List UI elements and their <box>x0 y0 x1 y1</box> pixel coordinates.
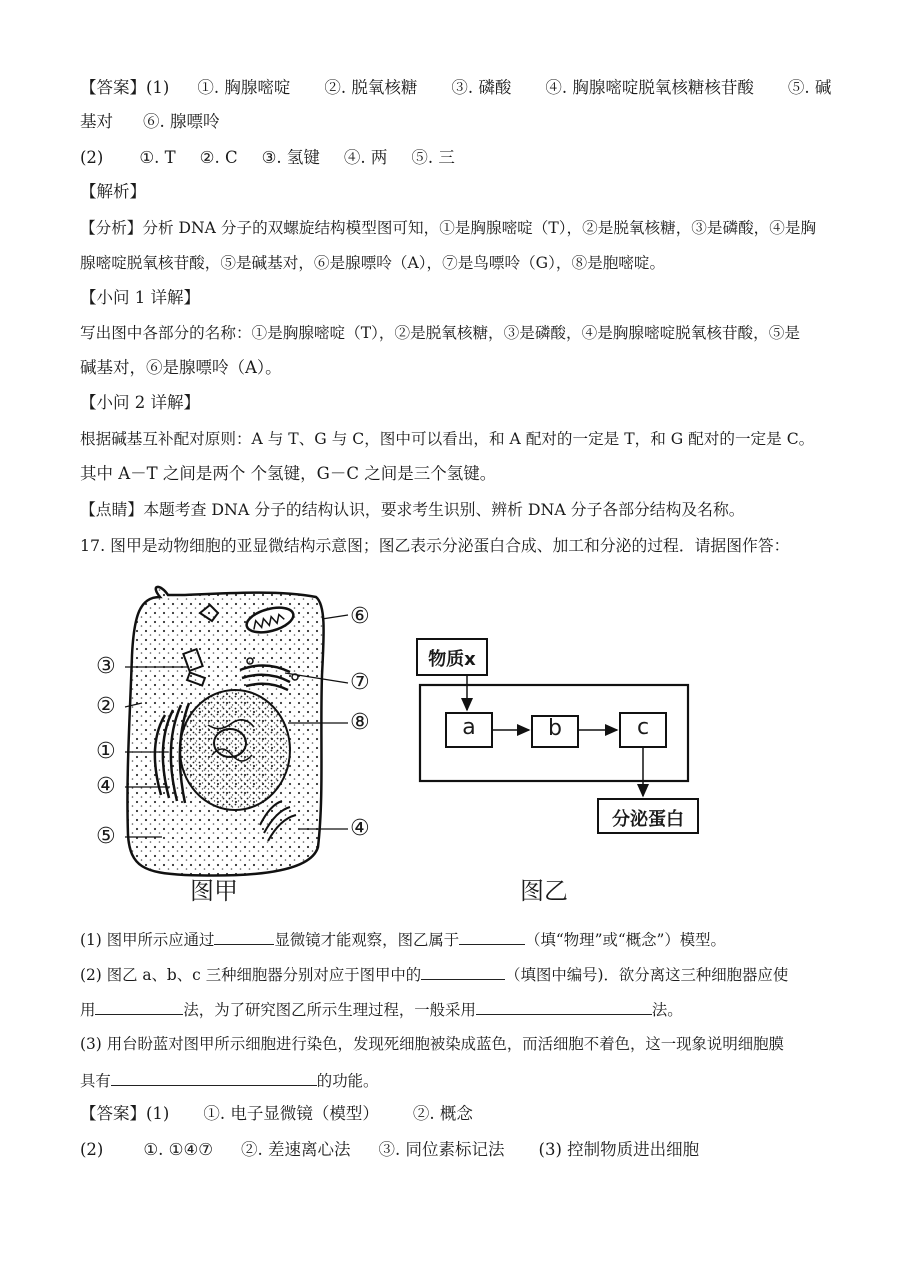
analysis-heading: 【解析】 <box>80 182 146 201</box>
question-text: 法，为了研究图乙所示生理过程，一般采用 <box>183 1001 476 1019</box>
explanation-text: 根据碱基互补配对原则：A 与 T、G 与 C，图中可以看出，和 A 配对的一定是 T，和 G 配对的一定是 C。 <box>80 430 815 448</box>
answer-item: (3) 控制物质进出细胞 <box>538 1140 700 1159</box>
label-7: ⑦ <box>350 670 370 695</box>
secretion-flow-diagram <box>90 575 810 905</box>
question-text: (2) 图乙 a、b、c 三种细胞器分别对应于图甲中的 <box>80 966 422 984</box>
answer-item: 基对 <box>80 112 113 131</box>
answer-item: ③. 氢键 <box>261 148 320 167</box>
answer-blank[interactable] <box>95 996 183 1015</box>
analysis-text: 【分析】分析 DNA 分子的双螺旋结构模型图可知，①是胸腺嘧啶（T），②是脱氧核糖，③是磷酸，④是胸 <box>80 219 817 237</box>
answer-item: ①. T <box>139 148 176 167</box>
answer-item: ②. 脱氧核糖 <box>324 78 418 97</box>
question-tag: (2) <box>80 1140 104 1159</box>
question-text: (1) 图甲所示应通过 <box>80 931 215 949</box>
answer-item: ①. 电子显微镜（模型） <box>203 1104 379 1123</box>
label-5: ⑤ <box>96 824 116 849</box>
explanation-text: 碱基对，⑥是腺嘌呤（A）。 <box>80 358 282 377</box>
label-6: ⑥ <box>350 604 370 629</box>
answer-item: ⑤. 碱 <box>787 78 832 97</box>
question-text: 具有 <box>80 1072 111 1090</box>
label-4b: ④ <box>350 816 370 841</box>
subquestion-1 <box>80 926 825 952</box>
question-text: 用 <box>80 1001 96 1019</box>
explanation-text: 写出图中各部分的名称：①是胸腺嘧啶（T），②是脱氧核糖，③是磷酸，④是胸腺嘧啶脱氧核苷酸，⑤是 <box>80 324 800 342</box>
answer-blank[interactable] <box>421 961 505 980</box>
explanation-text: 其中 A－T 之间是两个 个氢键，G－C 之间是三个氢键。 <box>80 464 497 483</box>
question-stem: 17. 图甲是动物细胞的亚显微结构示意图；图乙表示分泌蛋白合成、加工和分泌的过程．请据图作答： <box>80 536 790 555</box>
answer-blank[interactable] <box>214 926 274 945</box>
organelle-a-box: a <box>462 715 476 740</box>
label-1: ① <box>96 739 116 764</box>
answer-item: ②. 概念 <box>412 1104 473 1123</box>
q17-answer-line-2 <box>80 1138 825 1162</box>
organelle-b-box: b <box>548 716 562 741</box>
answer-blank[interactable] <box>459 926 525 945</box>
answer-blank[interactable] <box>476 996 652 1015</box>
answer-blank[interactable] <box>111 1067 317 1086</box>
answer-item: ②. 差速离心法 <box>241 1140 351 1159</box>
question-text: 显微镜才能观察，图乙属于 <box>274 931 460 949</box>
answer-item: ②. C <box>199 148 238 167</box>
subquestion-2 <box>80 961 825 987</box>
question-tag: (2) <box>80 148 104 167</box>
analysis-text: 腺嘧啶脱氧核苷酸，⑤是碱基对，⑥是腺嘌呤（A），⑦是鸟嘌呤（G），⑧是胞嘧啶。 <box>80 254 666 272</box>
figure-b-caption: 图乙 <box>520 877 568 905</box>
answer-item: ④. 胸腺嘧啶脱氧核糖核苷酸 <box>545 78 754 97</box>
subquestion-3: (3) 用台盼蓝对图甲所示细胞进行染色，发现死细胞被染成蓝色，而活细胞不着色，这一现象说明细胞膜 <box>80 1035 784 1053</box>
question-text: （填“物理”或“概念”）模型。 <box>525 931 726 949</box>
subquestion-2-cont <box>80 996 825 1022</box>
subquestion-heading: 【小问 2 详解】 <box>80 393 200 412</box>
answer-tag: 【答案】(1) <box>80 1104 170 1123</box>
organelle-c-box: c <box>636 715 650 740</box>
subquestion-heading: 【小问 1 详解】 <box>80 288 200 307</box>
answer-line-1 <box>80 76 832 100</box>
comment-text: 【点睛】本题考查 DNA 分子的结构认识，要求考生识别、辨析 DNA 分子各部分结构及名称。 <box>80 500 745 519</box>
answer-item: ①. 胸腺嘧啶 <box>197 78 291 97</box>
answer-item: ①. ①④⑦ <box>143 1140 214 1159</box>
q17-answer-line-1 <box>80 1102 825 1126</box>
answer-line-2 <box>80 110 825 134</box>
answer-item: ⑤. 三 <box>411 148 455 167</box>
answer-item: ④. 两 <box>343 148 388 167</box>
label-2: ② <box>96 694 116 719</box>
answer-item: ③. 磷酸 <box>451 78 512 97</box>
question-text: 的功能。 <box>316 1072 379 1090</box>
label-4: ④ <box>96 774 116 799</box>
answer-item: ⑥. 腺嘌呤 <box>143 112 220 131</box>
subquestion-3-cont <box>80 1067 825 1093</box>
question-text: （填图中编号)．欲分离这三种细胞器应使 <box>505 966 789 984</box>
answer-line-3 <box>80 146 825 170</box>
figure-a-caption: 图甲 <box>190 877 238 905</box>
secreted-protein-box: 分泌蛋白 <box>612 809 684 830</box>
input-substance-box: 物质x <box>428 649 476 670</box>
question-text: 法。 <box>651 1001 683 1019</box>
figure-area <box>90 575 810 905</box>
label-8: ⑧ <box>350 710 370 735</box>
label-3: ③ <box>96 654 116 679</box>
answer-item: ③. 同位素标记法 <box>378 1140 505 1159</box>
answer-tag: 【答案】(1) <box>80 78 170 97</box>
